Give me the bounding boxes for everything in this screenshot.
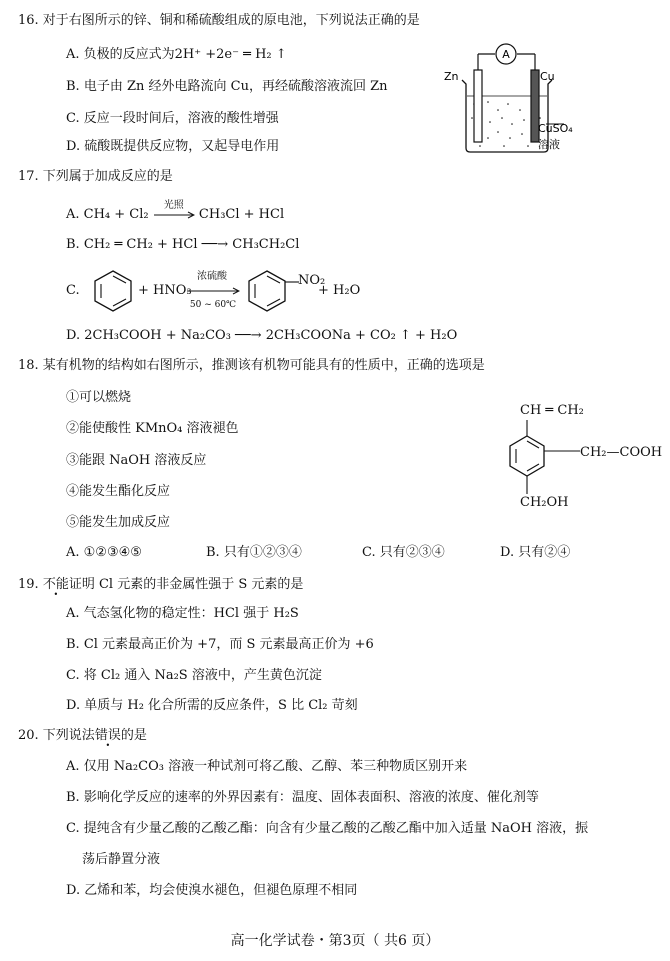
q20-option-b: B. 影响化学反应的速率的外界因素有：温度、固体表面积、溶液的浓度、催化剂等 (66, 790, 539, 805)
q17-stem: 17. 下列属于加成反应的是 (18, 169, 173, 184)
q18-option-b: B. 只有①②③④ (206, 545, 302, 560)
q16-option-d: D. 硫酸既提供反应物，又起导电作用 (66, 139, 280, 154)
q20-option-c-line2: 荡后静置分液 (82, 852, 161, 867)
q18-fig-top: CH ═ CH₂ (520, 403, 584, 418)
q19-stem-emphasis: 不能 (42, 577, 69, 592)
q18-item-2: ②能使酸性 KMnO₄ 溶液褪色 (66, 421, 239, 436)
q17-a-right: CH₃Cl + HCl (198, 207, 285, 222)
galvanic-cell-figure (440, 40, 660, 160)
q16-option-a: A. 负极的反应式为2H⁺ +2e⁻ ═ H₂ ↑ (66, 47, 287, 62)
q17-c-reagent: + HNO₃ (138, 283, 192, 298)
q18-option-c: C. 只有②③④ (362, 545, 445, 560)
q19-stem (18, 576, 303, 594)
q20-stem (18, 727, 147, 745)
q17-c-cond-bot: 50 ~ 60℃ (189, 300, 237, 310)
q18-item-3: ③能跟 NaOH 溶液反应 (66, 453, 207, 468)
q19-option-d: D. 单质与 H₂ 化合所需的反应条件，S 比 Cl₂ 苛刻 (66, 698, 358, 713)
solution-label-1: CuSO₄ (538, 122, 573, 135)
q20-option-c-line1: C. 提纯含有少量乙酸的乙酸乙酯：向含有少量乙酸的乙酸乙酯中加入适量 NaOH 溶液，振 (66, 821, 589, 836)
q18-item-1: ①可以燃烧 (66, 390, 132, 405)
q19-option-c: C. 将 Cl₂ 通入 Na₂S 溶液中，产生黄色沉淀 (66, 668, 322, 683)
q20-stem-post: 的是 (120, 728, 147, 743)
q20-option-a: A. 仅用 Na₂CO₃ 溶液一种试剂可将乙酸、乙醇、苯三种物质区别开来 (66, 759, 468, 774)
q16-stem: 16. 对于右图所示的锌、铜和稀硫酸组成的原电池，下列说法正确的是 (18, 13, 420, 28)
q18-stem: 18. 某有机物的结构如右图所示，推测该有机物可能具有的性质中，正确的选项是 (18, 358, 485, 373)
q18-item-4: ④能发生酯化反应 (66, 484, 171, 499)
q20-option-d: D. 乙烯和苯，均会使溴水褪色，但褪色原理不相同 (66, 883, 358, 898)
q17-c-group: NO₂ (298, 273, 326, 288)
q17-c-cond-top: 浓硫酸 (197, 271, 227, 282)
organic-structure-figure (496, 418, 586, 496)
q17-option-c-label: C. (66, 283, 80, 298)
reaction-arrow (186, 286, 240, 296)
q19-option-b: B. Cl 元素最高正价为 +7，而 S 元素最高正价为 +6 (66, 637, 374, 652)
ammeter-label: A (502, 48, 510, 61)
solution-label-2: 溶液 (538, 138, 560, 151)
nitrobenzene-ring-icon (244, 268, 290, 314)
q16-option-c: C. 反应一段时间后，溶液的酸性增强 (66, 111, 279, 126)
q19-option-a: A. 气态氢化物的稳定性：HCl 强于 H₂S (66, 606, 299, 621)
q18-item-5: ⑤能发生加成反应 (66, 515, 171, 530)
q19-stem-num: 19. (18, 577, 43, 592)
q17-option-a (66, 199, 285, 224)
reaction-arrow (153, 199, 195, 221)
q20-stem-pre: 20. 下列说法 (18, 728, 95, 743)
benzene-ring-icon (90, 268, 136, 314)
q17-option-d: D. 2CH₃COOH + Na₂CO₃ ──→ 2CH₃COONa + CO₂ ↑ + H₂O (66, 328, 458, 343)
q17-c-tail: + H₂O (318, 283, 361, 298)
q18-fig-right: CH₂—COOH (580, 445, 663, 460)
q18-option-d: D. 只有②④ (500, 545, 571, 560)
q17-a-condition: 光照 (163, 199, 184, 211)
bond-line (285, 279, 299, 285)
q18-option-a: A. ①②③④⑤ (66, 545, 142, 560)
q20-stem-emphasis: 错误 (94, 728, 121, 743)
q16-option-b: B. 电子由 Zn 经外电路流向 Cu，再经硫酸溶液流回 Zn (66, 79, 388, 94)
q17-option-b: B. CH₂ ═ CH₂ + HCl ──→ CH₃CH₂Cl (66, 237, 300, 252)
zn-label: Zn (444, 70, 459, 83)
q18-fig-bottom: CH₂OH (520, 495, 569, 510)
q19-stem-rest: 证明 Cl 元素的非金属性强于 S 元素的是 (68, 577, 304, 592)
cu-label: Cu (540, 70, 555, 83)
page-footer: 高一化学试卷・第3页（ 共6 页） (230, 933, 440, 949)
q17-a-left: A. CH₄ + Cl₂ (66, 207, 149, 222)
